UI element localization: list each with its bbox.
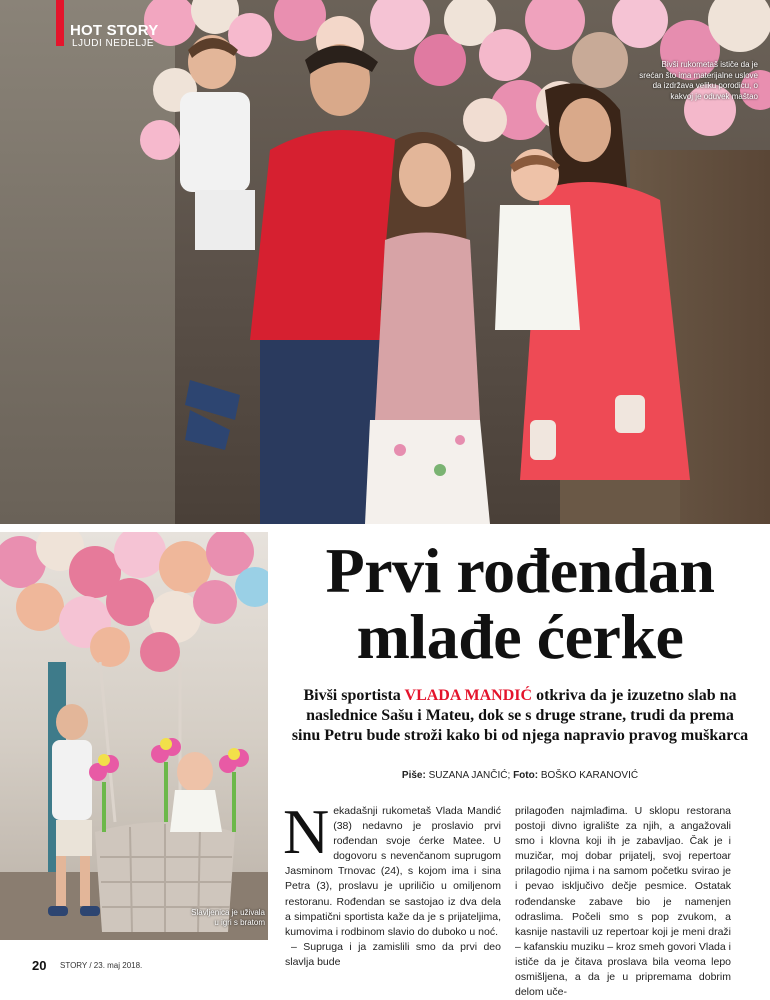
body-column-1 bbox=[283, 796, 501, 970]
byline-photographer: BOŠKO KARANOVIĆ bbox=[540, 770, 639, 781]
lead-before: Bivši sportista bbox=[303, 687, 405, 704]
body-column-2 bbox=[515, 804, 731, 1000]
body-paragraph-3: prilagođen najmlađima. U sklopu restorana postoji divno igralište za njih, a angažovali smo i klovna koji ih je zabavljao. Čak je i muzičar, moj dobar prijatelj, svoj repertoar prilagodio njima i na samom početku svirao je i pevao isključivo dečje pesmice. Ostatak rođendanske zabave bio je namenjen odraslima. Počeli smo s pop zvukom, a kasnije nastavili uz repertoar koji je meni draži – kafanskiu muziku – kroz smeh govori Vlada i ističe da je čitava proslava bila veoma lepo osmišljena, a da je u pripremama dobrim delom uče- bbox=[515, 805, 731, 999]
drop-cap: N bbox=[283, 796, 330, 867]
lead-after: otkriva da je izuzetno slab na naslednice Sašu i Mateu, dok se s druge strane, trudi da prema sinu Petru bude stroži kako bi od njega napravio pravog muškarca bbox=[291, 687, 749, 744]
baby-in-basket bbox=[170, 752, 222, 832]
headline-line-2: mlađe ćerke bbox=[356, 601, 684, 672]
hot-air-balloon bbox=[0, 532, 268, 672]
byline bbox=[280, 770, 760, 781]
balloon-scene bbox=[0, 532, 268, 940]
hero-caption: Bivši rukometaš ističe da je srećan što ima materijalne uslove da izdržava veliku porodicu, o kakvoj je oduvek maštao bbox=[639, 60, 758, 101]
body-paragraph-2: – Supruga i ja zamislili smo da prvi deo slavlja bude bbox=[285, 940, 501, 968]
byline-photo-label: Foto: bbox=[513, 770, 539, 781]
lead-name: VLADA MANDIĆ bbox=[404, 687, 533, 704]
section-subtitle: LJUDI NEDELJE bbox=[72, 38, 155, 49]
photo2-caption: Slavljenica je uživala u igri s bratom bbox=[191, 908, 265, 927]
headline-line-1: Prvi rođendan bbox=[325, 535, 715, 606]
son bbox=[180, 35, 255, 450]
page-number: 20 bbox=[32, 958, 47, 973]
issue-info: STORY / 23. maj 2018. bbox=[60, 961, 143, 970]
section-title: HOT STORY bbox=[70, 22, 159, 39]
byline-author-label: Piše: bbox=[401, 770, 426, 781]
article-lead bbox=[290, 686, 750, 746]
article-headline bbox=[280, 535, 760, 672]
section-marker bbox=[56, 0, 64, 46]
boy-standing bbox=[48, 704, 100, 916]
balloon-basket-photo bbox=[0, 532, 268, 940]
body-paragraph-1: ekadašnji rukometaš Vlada Mandić (38) nedavno je proslavio prvi rođendan svoje ćerke Matee. U dogovoru s nevenčanom suprugom Jasminom Trnovac (24), s kojom ima i sina Petra (3), proslavu je upriličio u omiljenom restoranu. Rođendan se sastojao iz dva dela a simpatični sportista kaže da je s prijateljima, kumovima i rodbinom slavio do duboko u noć. bbox=[285, 805, 501, 938]
byline-author: SUZANA JANČIĆ; bbox=[428, 770, 511, 781]
